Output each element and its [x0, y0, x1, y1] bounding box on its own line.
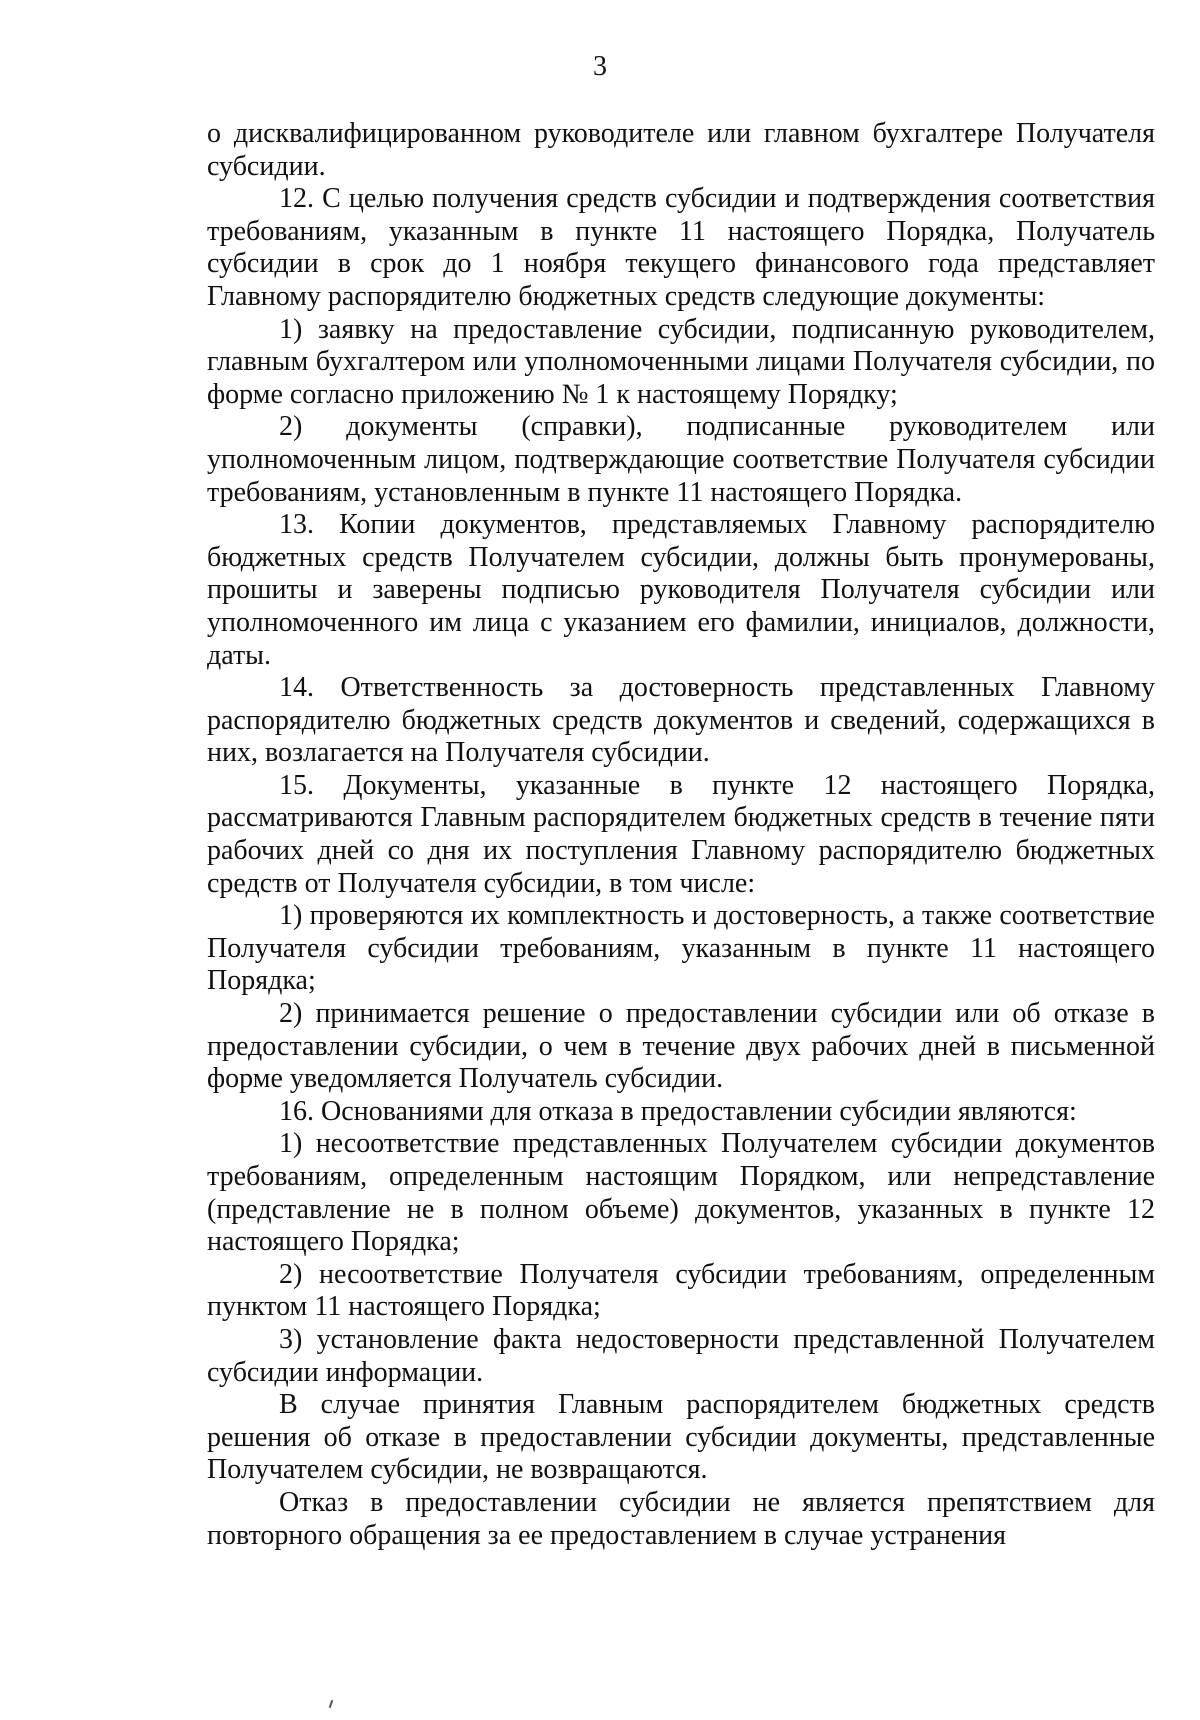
paragraph: 15. Документы, указанные в пункте 12 настоящего Порядка, рассматриваются Главным распорядителем бюджетных средств в течение пяти рабочих дней со дня их поступления Главному распорядителю бюджетных средств от Получателя субсидии, в том числе: — [207, 769, 1155, 899]
paragraph: 1) заявку на предоставление субсидии, подписанную руководителем, главным бухгалтером или уполномоченными лицами Получателя субсидии, по форме согласно приложению № 1 к настоящему Порядку; — [207, 313, 1155, 410]
paragraph: 2) документы (справки), подписанные руководителем или уполномоченным лицом, подтверждающие соответствие Получателя субсидии требованиям, установленным в пункте 11 настоящего Порядка. — [207, 411, 1155, 508]
paragraph: 2) принимается решение о предоставлении субсидии или об отказе в предоставлении субсидии, о чем в течение двух рабочих дней в письменной форме уведомляется Получатель субсидии. — [207, 998, 1155, 1095]
paragraph: 1) несоответствие представленных Получателем субсидии документов требованиям, определенным настоящим Порядком, или непредставление (представление не в полном объеме) документов, указанных в пункте 12 настоящего Порядка; — [207, 1128, 1155, 1258]
page-number: 3 — [593, 51, 607, 82]
paragraph: В случае принятия Главным распорядителем бюджетных средств решения об отказе в предоставлении субсидии документы, представленные Получателем субсидии, не возвращаются. — [207, 1389, 1155, 1486]
document-body — [207, 118, 1155, 1552]
paragraph: 12. С целью получения средств субсидии и подтверждения соответствия требованиям, указанным в пункте 11 настоящего Порядка, Получатель субсидии в срок до 1 ноября текущего финансового года представляет Главному распорядителю бюджетных средств следующие документы: — [207, 183, 1155, 312]
paragraph: 14. Ответственность за достоверность представленных Главному распорядителю бюджетных средств документов и сведений, содержащихся в них, возлагается на Получателя субсидии. — [207, 672, 1155, 769]
paragraph: 2) несоответствие Получателя субсидии требованиям, определенным пунктом 11 настоящего Порядка; — [207, 1258, 1155, 1323]
paragraph: 13. Копии документов, представляемых Главному распорядителю бюджетных средств Получателем субсидии, должны быть пронумерованы, прошиты и заверены подписью руководителя Получателя субсидии или уполномоченного им лица с указанием его фамилии, инициалов, должности, даты. — [207, 509, 1155, 671]
paragraph: о дисквалифицированном руководителе или главном бухгалтере Получателя субсидии. — [207, 118, 1155, 182]
paragraph: 16. Основаниями для отказа в предоставлении субсидии являются: — [279, 1095, 1077, 1127]
paragraph: 1) проверяются их комплектность и достоверность, а также соответствие Получателя субсидии требованиям, указанным в пункте 11 настоящего Порядка; — [207, 900, 1155, 997]
paragraph: Отказ в предоставлении субсидии не является препятствием для повторного обращения за ее предоставлением в случае устранения — [207, 1486, 1155, 1551]
paragraph: 3) установление факта недостоверности представленной Получателем субсидии информации. — [207, 1323, 1155, 1388]
scan-artifact — [329, 1700, 334, 1708]
